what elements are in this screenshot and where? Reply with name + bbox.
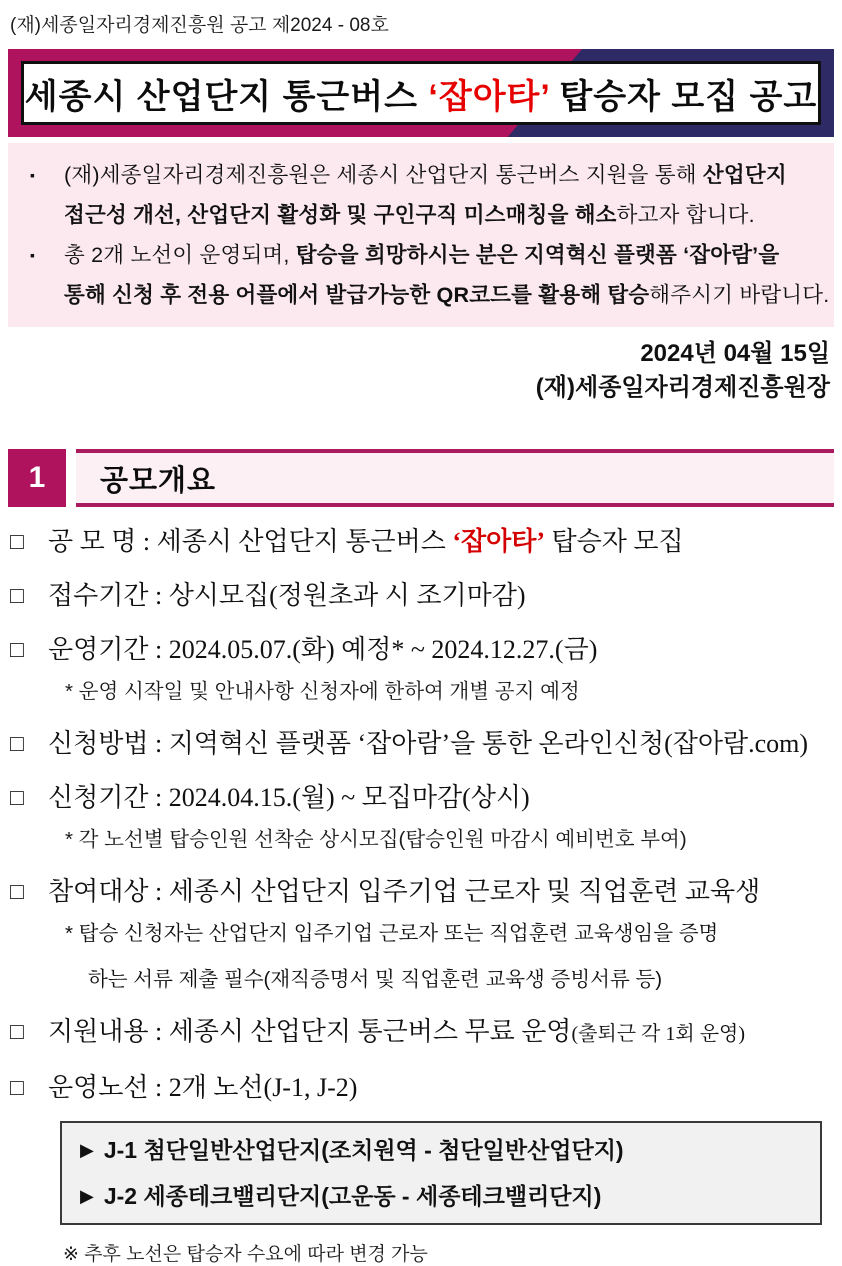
overview-list [8, 527, 834, 1103]
overview-item [10, 527, 834, 557]
text-segment: 탑승을 희망하시는 분은 지역혁신 플랫폼 ‘잡아람’을 [295, 243, 780, 267]
overview-subnote [88, 967, 834, 993]
section-title-strip [76, 449, 834, 507]
text-segment: 참여대상 : 세종시 산업단지 입주기업 근로자 및 직업훈련 교육생 [48, 877, 761, 906]
overview-item [10, 581, 834, 611]
doc-number: (재)세종일자리경제진흥원 공고 제2024 - 08호 [10, 15, 389, 36]
overview-subnote [65, 921, 834, 947]
route-line [80, 1137, 802, 1163]
intro-bullet [30, 155, 820, 235]
route-change-footnote: ※ 추후 노선은 탑승자 수요에 따라 변경 가능 [63, 1244, 428, 1265]
text-segment: * 각 노선별 탑승인원 선착순 상시모집(탑승인원 마감시 예비번호 부여) [65, 828, 687, 851]
checkbox-bullet-icon: □ [10, 1075, 24, 1100]
checkbox-bullet-icon: □ [10, 785, 24, 810]
banner-inner-box [21, 61, 821, 125]
overview-subnote [65, 827, 834, 853]
text-segment: 신청방법 : 지역혁신 플랫폼 ‘잡아람’을 통한 온라인신청(잡아람.com) [48, 729, 809, 758]
square-bullet-icon: ▪ [30, 167, 35, 183]
checkbox-bullet-icon: □ [10, 1019, 24, 1044]
section-title: 공모개요 [100, 464, 217, 497]
text-segment: 산업단지 [702, 163, 787, 187]
text-segment: 해주시기 바랍니다. [649, 283, 830, 307]
overview-item-text [48, 877, 760, 907]
announcement-signer: (재)세종일자리경제진흥원장 [535, 374, 830, 401]
title-banner [8, 49, 834, 137]
checkbox-bullet-icon: □ [10, 529, 24, 554]
overview-subnote [65, 679, 834, 705]
overview-item-text [48, 1073, 357, 1103]
route-box [60, 1121, 822, 1225]
overview-item [10, 1073, 834, 1103]
banner-title-prefix: 세종시 산업단지 통근버스 [24, 77, 429, 116]
text-segment: * 탑승 신청자는 산업단지 입주기업 근로자 또는 직업훈련 교육생임을 증명 [65, 922, 719, 945]
intro-summary-box [8, 143, 834, 327]
overview-item-text [48, 635, 597, 665]
route-text: J-1 첨단일반산업단지(조치원역 - 첨단일반산업단지) [103, 1137, 624, 1163]
overview-item-text [48, 1017, 745, 1049]
checkbox-bullet-icon: □ [10, 879, 24, 904]
intro-line [64, 155, 820, 195]
text-segment: 접근성 개선, 산업단지 활성화 및 구인구직 미스매칭을 해소 [64, 203, 617, 227]
intro-line [64, 235, 829, 275]
banner-title-highlight: ‘잡아타’ [428, 77, 550, 116]
section-1-header [8, 449, 834, 507]
overview-item [10, 783, 834, 813]
overview-item [10, 1017, 834, 1049]
text-segment: ‘잡아타’ [452, 527, 546, 556]
text-segment: * 운영 시작일 및 안내사항 신청자에 한하여 개별 공지 예정 [65, 680, 580, 703]
text-segment: 지원내용 : 세종시 산업단지 통근버스 무료 운영 [48, 1017, 572, 1046]
text-segment: 총 2개 노선이 운영되며, [64, 243, 296, 267]
checkbox-bullet-icon: □ [10, 637, 24, 662]
intro-line [64, 195, 820, 235]
overview-item-text [48, 581, 526, 611]
overview-item [10, 729, 834, 759]
overview-item-text [48, 783, 530, 813]
text-segment: (재)세종일자리경제진흥원은 세종시 산업단지 통근버스 지원을 통해 [64, 163, 703, 187]
intro-bullet-lines [64, 235, 829, 315]
triangle-bullet-icon: ▶ [80, 1186, 94, 1206]
text-segment: 통해 신청 후 전용 어플에서 발급가능한 QR코드를 활용해 탑승 [64, 283, 650, 307]
banner-title-suffix: 탑승자 모집 공고 [549, 77, 818, 116]
text-segment: 하는 서류 제출 필수(재직증명서 및 직업훈련 교육생 증빙서류 등) [88, 968, 663, 991]
route-line [80, 1183, 802, 1209]
announcement-date: 2024년 04월 15일 [640, 340, 830, 367]
banner-title [25, 69, 817, 118]
intro-line [64, 275, 829, 315]
section-number-badge: 1 [8, 449, 66, 507]
text-segment: 탑승자 모집 [545, 527, 684, 556]
overview-item [10, 635, 834, 665]
checkbox-bullet-icon: □ [10, 731, 24, 756]
checkbox-bullet-icon: □ [10, 583, 24, 608]
overview-item [10, 877, 834, 907]
overview-item-text [48, 527, 684, 557]
intro-bullet [30, 235, 830, 315]
square-bullet-icon: ▪ [30, 247, 35, 263]
intro-bullet-lines [64, 155, 820, 235]
text-segment: 공 모 명 : 세종시 산업단지 통근버스 [48, 527, 453, 556]
text-segment: 접수기간 : 상시모집(정원초과 시 조기마감) [48, 581, 526, 610]
overview-item-text [48, 729, 808, 759]
date-signature-block [8, 337, 834, 405]
route-text: J-2 세종테크밸리단지(고운동 - 세종테크밸리단지) [103, 1183, 602, 1209]
triangle-bullet-icon: ▶ [80, 1140, 94, 1160]
text-segment: 운영노선 : 2개 노선(J-1, J-2) [48, 1073, 358, 1102]
text-segment: 운영기간 : 2024.05.07.(화) 예정* ~ 2024.12.27.(금) [48, 635, 598, 664]
text-segment: 하고자 합니다. [616, 203, 755, 227]
text-segment: (출퇴근 각 1회 운영) [571, 1023, 745, 1045]
text-segment: 신청기간 : 2024.04.15.(월) ~ 모집마감(상시) [48, 783, 530, 812]
